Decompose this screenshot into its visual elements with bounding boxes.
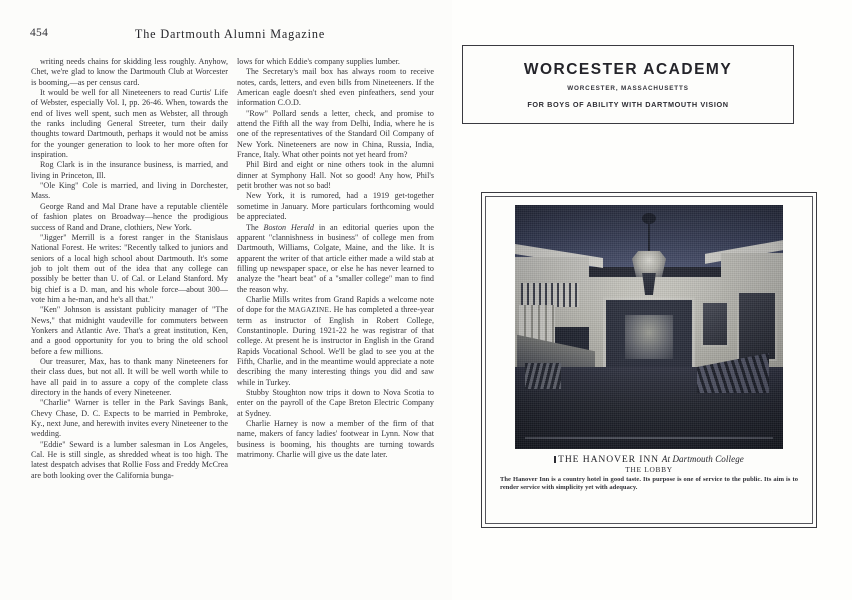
hanover-inn-description: The Hanover Inn is a country hotel in good taste. Its purpose is one of service to the public. Its aim is to render service with simplicity yet with adequacy.	[500, 476, 798, 492]
hanover-ad-content	[485, 196, 813, 524]
paragraph: writing needs chains for skidding less roughly. Anyhow, Chet, we're glad to know the Dartmouth Club at Worcester is booming,—as per census card.	[31, 57, 228, 87]
paragraph: "Charlie" Warner is teller in the Park Savings Bank, Chevy Chase, D. C. Expects to be married in Pembroke, Ky., next June, and herewith invites every Nineteener to the wedding.	[31, 398, 228, 439]
paragraph: "Ole King" Cole is married, and living in Dorchester, Mass.	[31, 181, 228, 201]
worcester-academy-tagline: FOR BOYS OF ABILITY WITH DARTMOUTH VISION	[527, 99, 729, 109]
hanover-inn-lobby-photo	[515, 205, 783, 449]
worcester-academy-ad	[462, 45, 794, 124]
paragraph: Rog Clark is in the insurance business, is married, and living in Princeton, Ill.	[31, 160, 228, 180]
hanover-inn-title-line	[494, 454, 804, 465]
column-right	[237, 57, 434, 577]
hanover-inn-ad	[481, 192, 817, 528]
caption-bullet-icon	[554, 456, 556, 463]
running-head-title: The Dartmouth Alumni Magazine	[134, 27, 326, 41]
paragraph: Phil Bird and eight or nine others took in the alumni dinner at Symphony Hall. Not so good! Any how, Phil's petit brother was not so bad!	[237, 160, 434, 191]
hanover-inn-title: THE HANOVER INN	[558, 454, 659, 465]
paragraph: "Ken" Johnson is assistant publicity manager of "The News," that midnight vaudeville for commuters between Yonkers and Atlantic Ave. That's a great institution, Ken, and a good opportunity for you to bring the old school before a few millions.	[31, 305, 228, 356]
paragraph: "Eddie" Seward is a lumber salesman in Los Angeles, Cal. He is still single, as shredded wheat is too high. The latest despatch advises that Rollie Foss and Freddy McCrea are both looking over the California bunga-	[31, 439, 228, 480]
paragraph: The Boston Herald in an editorial queries upon the apparent "clannishness in business" of college men from Dartmouth, Williams, Colgate, Maine, and the like. It is apparent the writer of that article either made a wild stab at filling up newspaper space, or else he has never learned to analyze the "heart beat" of a "smaller college" man to find the reason why.	[237, 222, 434, 294]
worcester-ad-content	[463, 46, 793, 123]
advertisement-page	[452, 0, 852, 600]
hanover-inn-subtitle-italic: At Dartmouth College	[661, 454, 744, 464]
paragraph: Charlie Harney is now a member of the firm of that name, makers of fancy ladies' footwear in Lynn. Now that business is booming, his thoughts are turning towards matrimony. Charlie will give us the date later.	[237, 419, 434, 460]
column-left	[31, 57, 228, 577]
page-header	[30, 27, 430, 49]
paragraph: Stubby Stoughton now trips it down to Nova Scotia to enter on the payroll of the Cape Breton Electric Company at Sydney.	[237, 388, 434, 418]
hanover-caption-block	[494, 454, 804, 492]
paragraph: "Jigger" Merrill is a forest ranger in the Stanislaus National Forest. He writes: "Recently talked to juniors and seniors of a local high school about Dartmouth. It's some job to jolt them out of the idea that any college can possibly be better than U. of Cal. or Leland Stanford. My big chief is a D. man, and his whole force—about 300—vote him a he-man, and he's all that."	[31, 232, 228, 304]
body-columns	[31, 57, 435, 577]
hanover-inn-lobby-label: THE LOBBY	[625, 465, 673, 474]
paragraph: New York, it is rumored, had a 1919 get-together sometime in January. More particulars forthcoming would be appreciated.	[237, 191, 434, 222]
paragraph: Our treasurer, Max, has to thank many Nineteeners for their class dues, but not all. It will be well worth while to have all paid in to assure a copy of the complete class directory in the hands of every Nineteener.	[31, 356, 228, 397]
paragraph: George Rand and Mal Drane have a reputable clientèle of fashion plates on Broadway—hence the prodigious success of Rand and Drane, clothiers, New York.	[31, 201, 228, 232]
paragraph: Charlie Mills writes from Grand Rapids a welcome note of dope for the MAGAZINE. He has completed a three-year term as instructor of English in Robert College, Constantinople. During 1921-22 he was registrar of that college. At present he is instructor in English in the Grand Rapids Vocational School. We'll be glad to see you at the Fifth, Charlie, and in the meantime would appreciate a note describing the many interesting things you did and saw while in Turkey.	[237, 294, 435, 387]
photo-halftone-grain	[515, 205, 783, 449]
paragraph: The Secretary's mail box has always room to receive notes, cards, letters, and even bills from Nineteeners. If the American eagle doesn't shed even pinfeathers, send your information C.O.D.	[237, 67, 434, 108]
paragraph: It would be well for all Nineteeners to read Curtis' Life of Webster, especially Vol. I, pp. 26-46. When, towards the end of lives well spent, such men as Webster, all through the ranks including General Streeter, turn their daily thoughts toward Dartmouth, perhaps it would not be amiss for the younger generation to look to her more often for inspiration.	[31, 88, 228, 160]
paragraph: "Row" Pollard sends a letter, check, and promise to attend the Fifth all the way from Delhi, India, where he is one of the representatives of the Standard Oil Company of New York. Nineteeners are now in China, Russia, India, France, Italy. What other points not yet heard from?	[237, 108, 434, 160]
worcester-academy-location: WORCESTER, MASSACHUSETTS	[567, 84, 689, 92]
worcester-academy-name: WORCESTER ACADEMY	[523, 60, 733, 78]
page-number: 454	[30, 27, 49, 39]
paragraph: lows for which Eddie's company supplies lumber.	[237, 57, 400, 66]
